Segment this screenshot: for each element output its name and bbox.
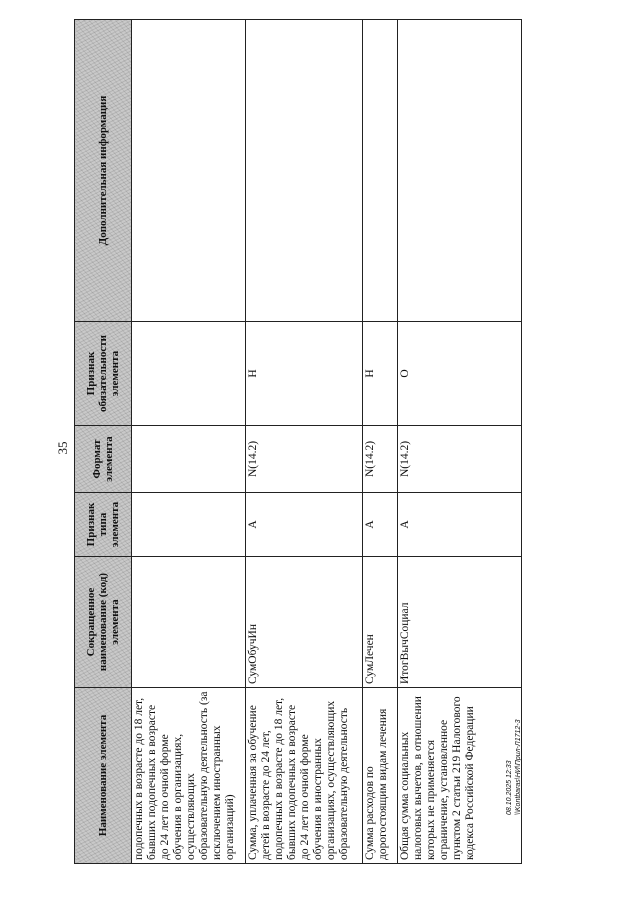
cell-format: N(14.2) [246,426,363,493]
cell-info [246,20,363,322]
cell-code: ИтогВычСоциал [398,557,522,688]
cell-format: N(14.2) [398,426,522,493]
rotated-table-container [74,20,522,864]
header-element-code: Сокращенное наименование (код) элемента [75,557,132,688]
cell-required: О [398,322,522,426]
table-row [132,20,246,864]
cell-type: А [363,493,398,557]
table-row [398,20,522,864]
cell-name: Сумма расходов по дорогостоящим видам лечения [363,688,398,864]
table-row [246,20,363,864]
table-header-row [75,20,132,864]
cell-required: Н [363,322,398,426]
cell-info [398,20,522,322]
cell-type: А [398,493,522,557]
cell-type [132,493,246,557]
table-row [363,20,398,864]
page-number: 35 [55,441,70,455]
header-element-format: Формат элемента [75,426,132,493]
cell-code: СумЛечен [363,557,398,688]
cell-info [132,20,246,322]
elements-table [74,19,522,864]
footer-timestamp: 08.10.2025 12:33 [506,760,513,815]
header-element-required: Признак обязательности элемента [75,322,132,426]
cell-required [132,322,246,426]
cell-code [132,557,246,688]
cell-name: Сумма, уплаченная за обучение детей в возрасте до 24 лет, подопечных в возрасте до 18 лет, бывших подопечных в возрасте до 24 лет по очной форме обучения в иностранных организациях, осуществляющих образовательную деятельность [246,688,363,864]
footer-file-path: \\Kontbaras\НИ\Прил-Л1712-3 [515,719,522,815]
cell-required: Н [246,322,363,426]
cell-name: подопечных в возрасте до 18 лет, бывших подопечных в возрасте до 24 лет по очной форме обучения в организациях, осуществляющих образовательную деятельность (за исключением иностранных организаций) [132,688,246,864]
header-element-type: Признак типа элемента [75,493,132,557]
cell-format: N(14.2) [363,426,398,493]
cell-info [363,20,398,322]
header-element-name: Наименование элемента [75,688,132,864]
cell-type: А [246,493,363,557]
cell-format [132,426,246,493]
cell-code: СумОбучИн [246,557,363,688]
header-additional-info: Дополнительная информация [75,20,132,322]
cell-name: Общая сумма социальных налоговых вычетов, в отношении которых не применяется ограничение, установленное пунктом 2 статьи 219 Налогового кодекса Российской Федерации [398,688,522,864]
